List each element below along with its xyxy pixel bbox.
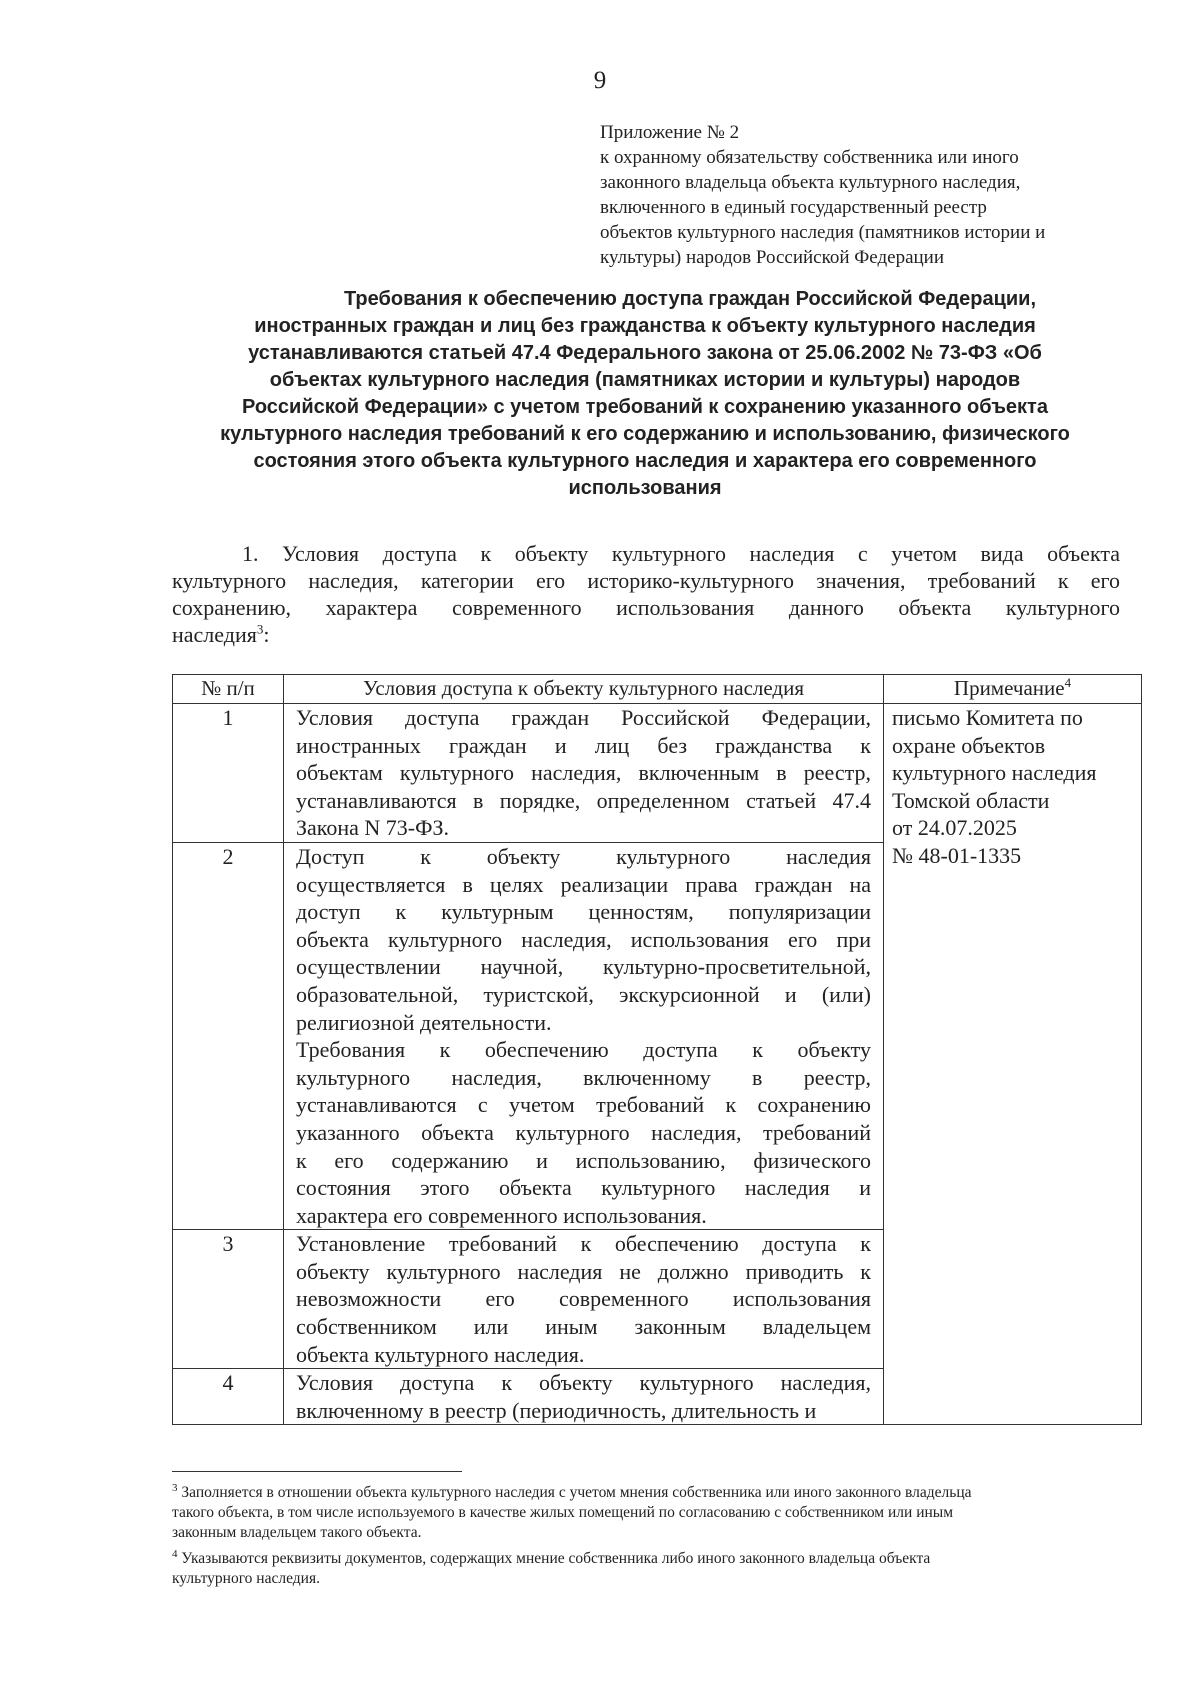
condition-line: невозможности его современного использования (296, 1286, 871, 1312)
note-line: письмо Комитета по (892, 705, 1083, 730)
paragraph-line: культурного наследия, категории его историко-культурного значения, требований к его (172, 568, 1120, 593)
note-line: культурного наследия (892, 760, 1097, 786)
note-line: Томской области (892, 787, 1050, 813)
paragraph-colon: : (263, 622, 270, 647)
footnote-separator (172, 1471, 462, 1472)
footnote-line: законным владельцем такого объекта. (172, 1524, 422, 1541)
condition-line: религиозной деятельности. (296, 1009, 552, 1035)
condition-line: Доступ к объекту культурного наследия (296, 843, 871, 869)
condition-line: включенному в реестр (периодичность, длительность и (296, 1397, 817, 1423)
condition-line: устанавливаются с учетом требований к сохранению (296, 1092, 871, 1118)
condition-line: собственником или иным законным владельцем (296, 1314, 871, 1340)
appendix-line: культуры) народов Российской Федерации (600, 247, 945, 268)
document-title (150, 286, 1140, 502)
title-line: устанавливаются статьей 47.4 Федерального закона от 25.06.2002 № 73-ФЗ «Об (248, 342, 1042, 364)
title-line: объектах культурного наследия (памятниках истории и культуры) народов (269, 369, 1021, 391)
paragraph-1 (172, 540, 1120, 648)
paragraph-text: наследия (172, 622, 257, 647)
condition-line: объекту культурного наследия не должно приводить к (296, 1258, 871, 1284)
condition-line: осуществлении научной, культурно-просветительной, (296, 954, 871, 980)
condition-line: объекта культурного наследия. (296, 1341, 585, 1367)
title-line: иностранных граждан и лиц без гражданства к объекту культурного наследия (254, 315, 1036, 337)
row-conditions (284, 1230, 884, 1369)
condition-line: образовательной, туристской, экскурсионной и (или) (296, 981, 871, 1007)
footnote-4 (172, 1549, 1117, 1589)
title-line: культурного наследия требований к его содержанию и использованию, физического (220, 423, 1070, 445)
condition-line: Условия доступа граждан Российской Федерации, (296, 705, 871, 730)
note-line: охране объектов (892, 732, 1046, 758)
footnote-marker: 4 (172, 1547, 178, 1560)
row-number: 1 (173, 704, 284, 843)
condition-line: объекта культурного наследия, использования его при (296, 926, 871, 952)
table-row (173, 704, 1142, 843)
row-number: 2 (173, 842, 284, 1229)
row-number: 3 (173, 1230, 284, 1369)
header-note-label: Примечание (953, 676, 1065, 700)
appendix-line: к охранному обязательству собственника или иного (600, 147, 1019, 168)
table-header-row (173, 675, 1142, 704)
header-num: № п/п (173, 675, 284, 704)
footnote-line (172, 1549, 1117, 1569)
condition-line: культурного наследия, включенному в реестр, (296, 1064, 871, 1090)
condition-line: Требования к обеспечению доступа к объекту (296, 1037, 871, 1063)
condition-line: устанавливаются в порядке, определенном статьей 47.4 (296, 787, 871, 813)
condition-line: Установление требований к обеспечению доступа к (296, 1231, 871, 1257)
condition-line: Закона N 73-ФЗ. (296, 815, 450, 841)
note-line: от 24.07.2025 (892, 815, 1017, 841)
footnote-line (172, 1483, 1117, 1503)
paragraph-line: 1. Условия доступа к объекту культурного наследия с учетом вида объекта (242, 541, 1120, 566)
header-note (884, 675, 1142, 704)
condition-line: характера его современного использования. (296, 1202, 707, 1228)
title-line: Российской Федерации» с учетом требований к сохранению указанного объекта (242, 396, 1048, 418)
paragraph-line (172, 621, 1120, 648)
footnote-line: культурного наследия. (172, 1570, 320, 1587)
condition-line: к его содержанию и использованию, физического (296, 1147, 871, 1173)
note-line: № 48-01-1335 (892, 842, 1022, 868)
row-number: 4 (173, 1369, 284, 1425)
footnote-3 (172, 1483, 1117, 1543)
appendix-line: объектов культурного наследия (памятников истории и (600, 222, 1046, 243)
row-conditions (284, 704, 884, 843)
condition-line: Условия доступа к объекту культурного наследия, (296, 1370, 871, 1396)
title-line: Требования к обеспечению доступа граждан Российской Федерации, (343, 288, 1037, 310)
footnote-ref-3: 3 (256, 621, 264, 637)
access-conditions-table (172, 674, 1142, 1425)
condition-line: осуществляется в целях реализации права граждан на (296, 871, 871, 897)
footnote-line: такого объекта, в том числе используемого в качестве жилых помещений по согласованию с собственником или иным (172, 1504, 954, 1521)
row-conditions (284, 842, 884, 1229)
title-line: состояния этого объекта культурного наследия и характера его современного (253, 450, 1037, 472)
title-line: использования (568, 477, 722, 499)
footnote-marker: 3 (172, 1481, 178, 1494)
condition-line: состояния этого объекта культурного наследия и (296, 1175, 871, 1201)
footnotes (172, 1483, 1117, 1595)
page-number: 9 (593, 67, 607, 94)
footnote-text: Указываются реквизиты документов, содержащих мнение собственника либо иного законного владельца объекта (177, 1550, 931, 1567)
footnote-text: Заполняется в отношении объекта культурного наследия с учетом мнения собственника или иного законного владельца (177, 1484, 972, 1501)
appendix-line: Приложение № 2 (600, 122, 740, 143)
condition-line: указанного объекта культурного наследия, требований (296, 1119, 871, 1145)
appendix-header (600, 120, 1120, 270)
row-conditions (284, 1369, 884, 1425)
appendix-line: законного владельца объекта культурного наследия, (600, 172, 1021, 193)
footnote-ref-4: 4 (1064, 675, 1072, 690)
condition-line: объектам культурного наследия, включенным в реестр, (296, 760, 871, 786)
header-conditions: Условия доступа к объекту культурного наследия (284, 675, 884, 704)
appendix-line: включенного в единый государственный реестр (600, 197, 987, 218)
condition-line: доступ к культурным ценностям, популяризации (296, 899, 871, 925)
note-cell (884, 704, 1142, 1425)
paragraph-line: сохранению, характера современного использования данного объекта культурного (172, 595, 1120, 620)
condition-line: иностранных граждан и лиц без гражданства к (296, 732, 871, 758)
